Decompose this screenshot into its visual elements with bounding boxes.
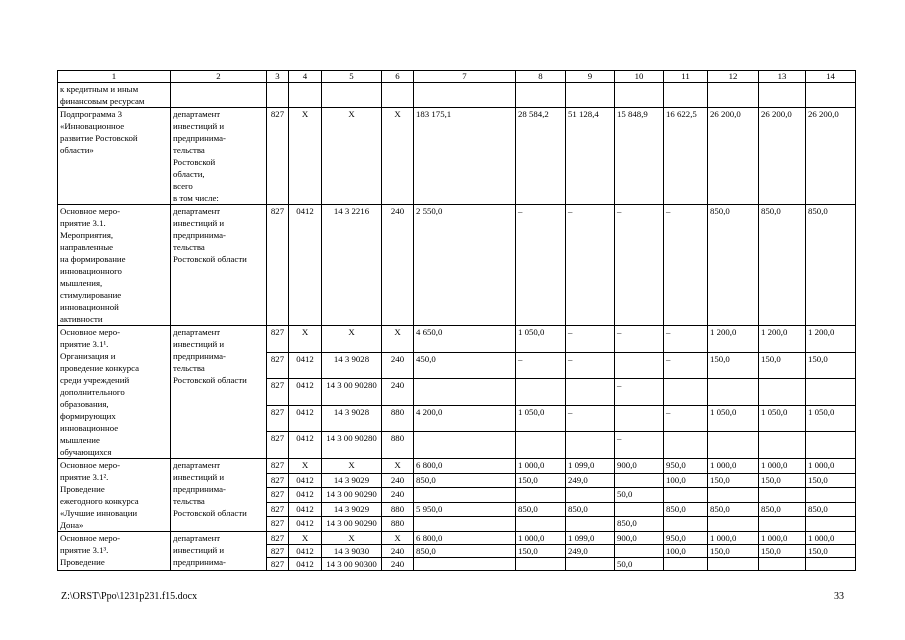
value-cell: 150,0	[708, 352, 759, 379]
value-cell: 0412	[289, 432, 322, 459]
value-cell: 14 3 9030	[322, 545, 382, 558]
value-cell	[516, 488, 566, 503]
value-cell	[708, 488, 759, 503]
value-cell	[566, 517, 615, 532]
value-cell: 240	[382, 205, 414, 326]
value-cell: 150,0	[806, 352, 856, 379]
value-cell: 150,0	[708, 473, 759, 488]
value-cell: –	[566, 205, 615, 326]
header-cell: 13	[759, 71, 806, 83]
value-cell	[664, 379, 708, 406]
executor-cell: департамент инвестиций и предпринима- тельства Ростовской области	[171, 459, 267, 532]
value-cell: 827	[267, 379, 289, 406]
value-cell: 14 3 9029	[322, 473, 382, 488]
value-cell: 0412	[289, 502, 322, 517]
value-cell: 850,0	[806, 502, 856, 517]
executor-cell: департамент инвестиций и предпринима-	[171, 532, 267, 571]
value-cell	[615, 352, 664, 379]
value-cell	[615, 83, 664, 108]
value-cell: 15 848,9	[615, 108, 664, 205]
value-cell: 249,0	[566, 473, 615, 488]
value-cell: 26 200,0	[708, 108, 759, 205]
header-cell: 10	[615, 71, 664, 83]
value-cell: –	[566, 352, 615, 379]
header-cell: 2	[171, 71, 267, 83]
value-cell: 0412	[289, 352, 322, 379]
value-cell: 150,0	[806, 545, 856, 558]
value-cell: 0412	[289, 379, 322, 406]
value-cell: 1 000,0	[708, 532, 759, 545]
value-cell: 14 3 00 90300	[322, 558, 382, 571]
header-cell: 8	[516, 71, 566, 83]
table-row	[58, 326, 856, 353]
value-cell: 880	[382, 432, 414, 459]
value-cell: Х	[289, 459, 322, 474]
value-cell: 150,0	[516, 473, 566, 488]
activity-name-cell: Основное меро- приятие 3.1³. Проведение	[58, 532, 171, 571]
value-cell: 900,0	[615, 459, 664, 474]
value-cell: 450,0	[414, 352, 516, 379]
value-cell	[708, 379, 759, 406]
value-cell: 1 000,0	[708, 459, 759, 474]
value-cell: 827	[267, 459, 289, 474]
budget-table	[57, 70, 856, 571]
header-cell: 1	[58, 71, 171, 83]
value-cell	[322, 83, 382, 108]
value-cell: 1 000,0	[759, 459, 806, 474]
value-cell: Х	[289, 532, 322, 545]
activity-name-cell: Основное меро- приятие 3.1². Проведение ежегодного конкурса «Лучшие инновации Дона»	[58, 459, 171, 532]
value-cell: Х	[382, 532, 414, 545]
value-cell: 2 550,0	[414, 205, 516, 326]
value-cell	[806, 488, 856, 503]
value-cell	[664, 517, 708, 532]
value-cell: 51 128,4	[566, 108, 615, 205]
value-cell: 827	[267, 502, 289, 517]
value-cell: 1 200,0	[806, 326, 856, 353]
value-cell: 240	[382, 545, 414, 558]
value-cell: –	[516, 352, 566, 379]
value-cell: –	[615, 379, 664, 406]
value-cell: 4 200,0	[414, 405, 516, 432]
header-cell: 6	[382, 71, 414, 83]
value-cell: 880	[382, 517, 414, 532]
value-cell: –	[664, 326, 708, 353]
value-cell: 100,0	[664, 473, 708, 488]
value-cell: 850,0	[806, 205, 856, 326]
value-cell	[414, 83, 516, 108]
value-cell: 827	[267, 326, 289, 353]
value-cell: 827	[267, 473, 289, 488]
value-cell: 900,0	[615, 532, 664, 545]
value-cell: Х	[382, 108, 414, 205]
value-cell	[414, 517, 516, 532]
value-cell: 150,0	[806, 473, 856, 488]
value-cell: 6 800,0	[414, 459, 516, 474]
table-row	[58, 459, 856, 474]
value-cell: Х	[322, 108, 382, 205]
value-cell: 850,0	[708, 502, 759, 517]
table-row	[58, 532, 856, 545]
value-cell: 16 622,5	[664, 108, 708, 205]
value-cell: Х	[382, 326, 414, 353]
value-cell	[664, 432, 708, 459]
value-cell: 827	[267, 432, 289, 459]
executor-cell: департамент инвестиций и предпринима- тельства Ростовской области, всего в том числе:	[171, 108, 267, 205]
value-cell: 14 3 00 90290	[322, 517, 382, 532]
value-cell	[615, 473, 664, 488]
value-cell: 880	[382, 405, 414, 432]
value-cell: 1 000,0	[516, 459, 566, 474]
value-cell	[566, 379, 615, 406]
value-cell: –	[664, 405, 708, 432]
value-cell: 240	[382, 473, 414, 488]
header-cell: 9	[566, 71, 615, 83]
header-cell: 4	[289, 71, 322, 83]
value-cell	[414, 432, 516, 459]
value-cell	[664, 488, 708, 503]
value-cell	[516, 517, 566, 532]
value-cell	[708, 517, 759, 532]
value-cell: 850,0	[759, 205, 806, 326]
value-cell	[414, 379, 516, 406]
value-cell	[759, 517, 806, 532]
value-cell	[759, 488, 806, 503]
header-cell: 7	[414, 71, 516, 83]
table-row	[58, 205, 856, 326]
value-cell	[664, 558, 708, 571]
value-cell	[382, 83, 414, 108]
value-cell: –	[615, 326, 664, 353]
value-cell	[289, 83, 322, 108]
value-cell: 150,0	[759, 352, 806, 379]
value-cell: 850,0	[664, 502, 708, 517]
value-cell: Х	[382, 459, 414, 474]
value-cell	[664, 83, 708, 108]
value-cell	[615, 405, 664, 432]
value-cell: 1 050,0	[806, 405, 856, 432]
header-cell: 5	[322, 71, 382, 83]
value-cell: Х	[322, 326, 382, 353]
value-cell: 850,0	[708, 205, 759, 326]
value-cell	[759, 432, 806, 459]
value-cell: 1 000,0	[516, 532, 566, 545]
value-cell: 14 3 9028	[322, 405, 382, 432]
footer-page-number: 33	[834, 591, 844, 602]
value-cell: 1 099,0	[566, 459, 615, 474]
value-cell: 850,0	[566, 502, 615, 517]
value-cell: 1 200,0	[759, 326, 806, 353]
value-cell: 950,0	[664, 459, 708, 474]
value-cell: –	[516, 205, 566, 326]
value-cell: 850,0	[759, 502, 806, 517]
value-cell	[806, 83, 856, 108]
value-cell: 827	[267, 488, 289, 503]
value-cell: 1 099,0	[566, 532, 615, 545]
value-cell: 827	[267, 108, 289, 205]
value-cell	[566, 83, 615, 108]
value-cell: 1 050,0	[708, 405, 759, 432]
value-cell: –	[615, 432, 664, 459]
footer-file-path: Z:\ORST\Ppo\1231p231.f15.docx	[61, 591, 198, 602]
value-cell: 14 3 2216	[322, 205, 382, 326]
value-cell	[267, 83, 289, 108]
value-cell: 6 800,0	[414, 532, 516, 545]
value-cell: 100,0	[664, 545, 708, 558]
value-cell: 4 650,0	[414, 326, 516, 353]
value-cell: 850,0	[414, 545, 516, 558]
value-cell: 240	[382, 379, 414, 406]
value-cell: 14 3 9029	[322, 502, 382, 517]
value-cell: 850,0	[516, 502, 566, 517]
activity-name-cell: Основное меро- приятие 3.1¹. Организация и проведение конкурса среди учреждений дополнительного образования, формирующих инновационное мышление обучающихся	[58, 326, 171, 459]
value-cell: 150,0	[708, 545, 759, 558]
value-cell: 1 000,0	[806, 459, 856, 474]
value-cell	[615, 502, 664, 517]
value-cell: Х	[322, 459, 382, 474]
value-cell	[708, 432, 759, 459]
value-cell: 950,0	[664, 532, 708, 545]
value-cell: 26 200,0	[806, 108, 856, 205]
value-cell	[516, 432, 566, 459]
executor-cell: департамент инвестиций и предпринима- тельства Ростовской области	[171, 205, 267, 326]
value-cell: 0412	[289, 545, 322, 558]
value-cell: 150,0	[759, 473, 806, 488]
value-cell: 249,0	[566, 545, 615, 558]
value-cell: 240	[382, 352, 414, 379]
value-cell: 14 3 00 90280	[322, 432, 382, 459]
value-cell: 14 3 9028	[322, 352, 382, 379]
value-cell: 28 584,2	[516, 108, 566, 205]
value-cell: 0412	[289, 405, 322, 432]
value-cell: –	[664, 205, 708, 326]
value-cell	[806, 558, 856, 571]
value-cell: –	[566, 405, 615, 432]
value-cell: Х	[289, 326, 322, 353]
value-cell: 183 175,1	[414, 108, 516, 205]
value-cell: 827	[267, 352, 289, 379]
value-cell	[759, 558, 806, 571]
value-cell: 827	[267, 558, 289, 571]
activity-name-cell: к кредитным и иным финансовым ресурсам	[58, 83, 171, 108]
value-cell	[566, 488, 615, 503]
value-cell	[806, 379, 856, 406]
value-cell: 0412	[289, 558, 322, 571]
value-cell	[516, 83, 566, 108]
value-cell: 50,0	[615, 488, 664, 503]
value-cell	[759, 83, 806, 108]
value-cell: 150,0	[759, 545, 806, 558]
value-cell: 850,0	[414, 473, 516, 488]
value-cell: –	[615, 205, 664, 326]
executor-cell	[171, 83, 267, 108]
value-cell	[414, 558, 516, 571]
table-row	[58, 108, 856, 205]
header-cell: 3	[267, 71, 289, 83]
value-cell: 827	[267, 545, 289, 558]
header-cell: 14	[806, 71, 856, 83]
value-cell: Х	[322, 532, 382, 545]
activity-name-cell: Подпрограмма 3 «Инновационное развитие Ростовской области»	[58, 108, 171, 205]
value-cell: 850,0	[615, 517, 664, 532]
value-cell: 827	[267, 517, 289, 532]
value-cell: 150,0	[516, 545, 566, 558]
value-cell	[516, 558, 566, 571]
activity-name-cell: Основное меро- приятие 3.1. Мероприятия, направленные на формирование инновационного мышления, стимулирование инновационной активности	[58, 205, 171, 326]
value-cell: 0412	[289, 488, 322, 503]
value-cell: 880	[382, 502, 414, 517]
header-cell: 11	[664, 71, 708, 83]
value-cell: 240	[382, 488, 414, 503]
value-cell: Х	[289, 108, 322, 205]
value-cell	[615, 545, 664, 558]
value-cell: 827	[267, 405, 289, 432]
value-cell: 827	[267, 532, 289, 545]
value-cell	[516, 379, 566, 406]
value-cell: 5 950,0	[414, 502, 516, 517]
value-cell: 50,0	[615, 558, 664, 571]
value-cell: 1 050,0	[516, 326, 566, 353]
header-cell: 12	[708, 71, 759, 83]
value-cell: 0412	[289, 205, 322, 326]
value-cell: 26 200,0	[759, 108, 806, 205]
value-cell	[708, 83, 759, 108]
executor-cell: департамент инвестиций и предпринима- тельства Ростовской области	[171, 326, 267, 459]
table-header-row	[58, 71, 856, 83]
value-cell: –	[566, 326, 615, 353]
value-cell: 1 000,0	[806, 532, 856, 545]
value-cell: 14 3 00 90290	[322, 488, 382, 503]
value-cell	[759, 379, 806, 406]
value-cell: 1 000,0	[759, 532, 806, 545]
value-cell	[566, 558, 615, 571]
value-cell: 14 3 00 90280	[322, 379, 382, 406]
value-cell: 240	[382, 558, 414, 571]
value-cell	[806, 432, 856, 459]
value-cell	[414, 488, 516, 503]
value-cell	[566, 432, 615, 459]
value-cell: 1 050,0	[516, 405, 566, 432]
value-cell: 1 200,0	[708, 326, 759, 353]
value-cell	[806, 517, 856, 532]
value-cell: –	[664, 352, 708, 379]
value-cell: 1 050,0	[759, 405, 806, 432]
value-cell: 0412	[289, 517, 322, 532]
value-cell: 827	[267, 205, 289, 326]
value-cell: 0412	[289, 473, 322, 488]
table-row	[58, 83, 856, 108]
value-cell	[708, 558, 759, 571]
